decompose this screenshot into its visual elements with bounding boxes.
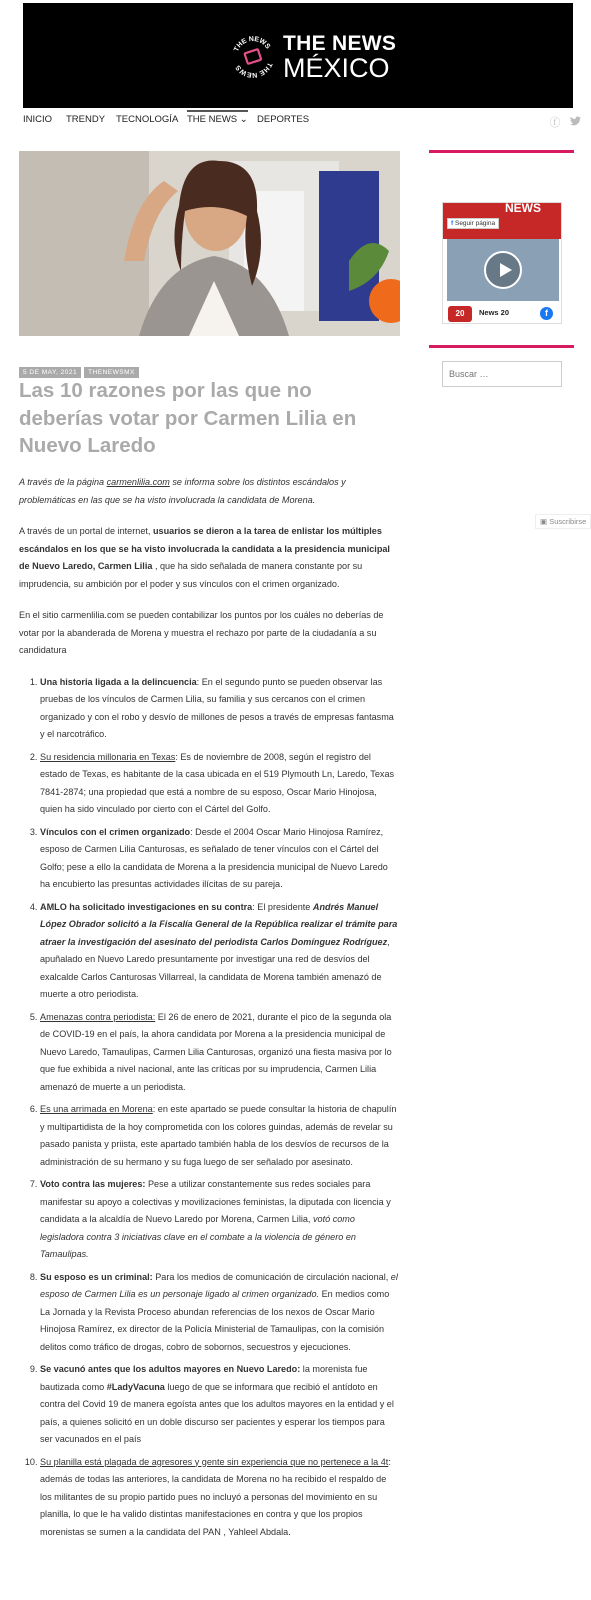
item-text: : Es de noviembre de 2008, según el registro del estado de Texas, es habitante de la casa ubicada en el 519 Plymouth Ln, Laredo, Texas 7841-2874; una propiedad que está a nombre de su esposo, Oscar Mario Hinojosa, quien ha sido vinculado por cierto con el Cártel del Golfo. <box>40 751 395 814</box>
item-text: : en este apartado se puede consultar la historia de chapulín y multipartidista de la hoy comprometida con los colores guindas, además de revelar su pasado panista y priista, este apartado también habla de los desvíos de recursos de la administración de su hermano y su fuga luego de ser señalado por asesinato. <box>40 1104 397 1167</box>
subscribe-label: Suscribirse <box>549 517 587 526</box>
lead-paragraph <box>19 474 399 509</box>
nav-tecnologia[interactable]: TECNOLOGÍA <box>116 114 179 125</box>
play-icon[interactable] <box>484 251 522 289</box>
item-text: Para los medios de comunicación de circulación nacional, <box>152 1271 391 1282</box>
paragraph-text: , que ha sido señalada de manera constante por su imprudencia, su ambición por el poder y sus vínculos con el crimen organizado. <box>19 561 363 589</box>
nav-the-news-label: THE NEWS <box>187 114 238 125</box>
facebook-page-widget[interactable] <box>442 202 562 324</box>
badge-word-top: THE NEWS <box>233 35 272 53</box>
item-text: : El presidente <box>252 901 313 912</box>
site-title[interactable]: THE NEWS <box>283 32 397 55</box>
item-heading-link[interactable]: Amenazas contra periodista: <box>40 1011 156 1022</box>
fb-follow-button[interactable] <box>447 218 499 229</box>
list-item <box>40 1454 399 1542</box>
item-text: : Desde el 2004 Oscar Mario Hinojosa Ramírez, esposo de Carmen Lilia Canturosas, es señalado de tener vínculos con el Cártel del Golfo; pese a ello la candidata de Morena a la presidencia municipal de Nuevo Laredo ha encubierto las presuntas actividades ilícitas de su pareja. <box>40 826 388 889</box>
paragraph-text: A través de un portal de internet, <box>19 526 153 536</box>
fb-small-icon: f <box>451 220 454 227</box>
main-nav <box>23 110 573 136</box>
article-body <box>19 474 399 1546</box>
post-title: Las 10 razones por las que no deberías votar por Carmen Lilia en Nuevo Laredo <box>19 379 357 457</box>
twitter-icon[interactable] <box>569 116 581 128</box>
list-item <box>40 749 399 819</box>
item-text: El 26 de enero de 2021, durante el pico de la segunda ola de COVID-19 en el país, la ahora candidata por Morena a la presidencia municipal de Nuevo Laredo, Tamaulipas, Carmen Lilia Canturosas, organizó una fiesta masiva por lo que fue exhibida a nivel nacional, ante las críticas por su imprudencia, Carmen Lilia amenazó de muerte a un periodista. <box>40 1011 392 1092</box>
search-input[interactable] <box>442 361 562 387</box>
lead-text: A través de la página <box>19 477 107 487</box>
paragraph <box>19 523 399 593</box>
lead-link[interactable]: carmenlilia.com <box>106 477 170 487</box>
item-text: : En el segundo punto se pueden observar las pruebas de los vínculos de Carmen Lilia, su familia y sus cercanos con el crimen organizado y con el robo y desvío de millones de pesos a través de empresas fantasma y el narcotráfico. <box>40 676 394 739</box>
nav-inicio[interactable]: INICIO <box>23 114 53 125</box>
item-heading: AMLO ha solicitado investigaciones en su contra <box>40 901 253 912</box>
post-author[interactable]: THENEWSMX <box>84 367 139 378</box>
lead-text: se informa sobre los distintos escándalos y problemáticas en las que se ha visto involucrada la candidata de Morena. <box>19 477 346 505</box>
nav-trendy[interactable]: TRENDY <box>66 114 106 125</box>
site-subtitle[interactable]: MÉXICO <box>283 53 390 83</box>
item-heading: Voto contra las mujeres: <box>40 1179 146 1189</box>
item-heading: Vínculos con el crimen organizado <box>40 826 191 837</box>
item-heading: Se vacunó antes que los adultos mayores en Nuevo Laredo: <box>40 1364 301 1374</box>
item-heading: Su esposo es un criminal: <box>40 1271 153 1282</box>
item-heading: Una historia ligada a la delincuencia <box>40 676 197 687</box>
item-heading-link[interactable]: Es una arrimada en Morena <box>40 1104 153 1114</box>
item-text: Pese a utilizar constantemente sus redes sociales para manifestar su apoyo a colectivas y movilizaciones feministas, la diputada con licencia y candidata a la alcaldía de Nuevo Laredo por Morena, Carmen Lilia, <box>40 1179 391 1224</box>
item-heading-link[interactable]: Su residencia millonaria en Texas <box>40 751 176 762</box>
facebook-icon[interactable]: f <box>540 307 553 320</box>
post-date[interactable]: 5 DE MAY, 2021 <box>19 367 81 378</box>
nav-the-news[interactable] <box>187 110 248 125</box>
reasons-list <box>19 674 399 1542</box>
list-item <box>40 1269 399 1357</box>
chevron-down-icon: ⌄ <box>239 114 248 125</box>
fb-follow-label: Seguir página <box>454 220 496 227</box>
subscribe-button[interactable] <box>535 514 591 529</box>
item-heading-link[interactable]: Su planilla está plagada de agresores y gente sin experiencia que no pertenece a la 4t <box>40 1456 389 1467</box>
list-item <box>40 1009 399 1097</box>
paragraph: En el sitio carmenlilia.com se pueden contabilizar los puntos por los cuáles no deberías de votar por la abanderada de Morena y muestra el rechazo por parte de la ciudadanía a su candidatura <box>19 610 384 655</box>
item-emphasis: el esposo de Carmen Lilia es un personaje ligado al crimen organizado. <box>40 1271 398 1299</box>
item-text: : además de todas las anteriores, la candidata de Morena no ha recibido el respaldo de los militantes de su propio partido pues no incluyó a personas del movimiento en su planilla, lo que le ha valido distintas manifestaciones en contra y que los propios morenistas se sumen a la candidata del PAN , Yahleel Abdala. <box>40 1456 391 1537</box>
fb-page-name[interactable]: News 20 <box>479 308 510 317</box>
woman-speaking-illustration <box>19 151 400 336</box>
list-item <box>40 1361 399 1449</box>
site-header <box>23 3 573 108</box>
fb-avatar[interactable]: 20 <box>448 306 472 322</box>
item-text: la morenista fue bautizada como <box>40 1364 368 1392</box>
list-item <box>40 1176 399 1264</box>
fb-video[interactable] <box>447 239 559 301</box>
list-item <box>40 899 399 1004</box>
item-text: En medios como La Jornada y la Revista Proceso abundan referencias de los nexos de Oscar Mario Hinojosa Ramírez, ex director de la Policía Ministerial de Tamaulipas, con la comisión delitos como tráfico de drogas, cobro de sobornos, secuestros y ejecuciones. <box>40 1289 390 1352</box>
sidebar-divider <box>429 150 574 153</box>
hashtag: #LadyVacuna <box>106 1381 165 1392</box>
item-text: luego de que se informara que recibió el antídoto en contra del Covid 19 de manera egoísta antes que los adultos mayores en la entidad y el país, a quienes solicitó en un doble discurso ser pacientes y esperar los tiempos para ser vacunados en el país <box>40 1381 394 1444</box>
list-item <box>40 824 399 894</box>
badge-word-bottom: THE NEWS <box>234 61 273 79</box>
item-emphasis: votó como legisladora contra 3 iniciativas clave en el combate a la violencia de género en Tamaulipas. <box>40 1214 356 1259</box>
list-item <box>40 1101 399 1171</box>
fb-banner-text: NEWS <box>505 202 541 215</box>
featured-image[interactable] <box>19 151 400 336</box>
social-links <box>545 113 581 131</box>
facebook-icon[interactable]: ⓕ <box>549 117 561 129</box>
item-text: , apuñalado en Nuevo Laredo presuntamente por investigar una red de desvíos del exalcalde Carlos Canturosas Villarreal, la candidata de Morena también amenazó de muerte a otro periodista. <box>40 936 390 999</box>
nav-deportes[interactable]: DEPORTES <box>257 114 310 125</box>
logo-badge-icon[interactable] <box>229 33 277 81</box>
list-item <box>40 674 399 744</box>
svg-text:THE NEWS <box>235 61 273 78</box>
sidebar-divider <box>429 345 574 348</box>
paragraph-bold: usuarios se dieron a la tarea de enlistar los múltiples escándalos en los que se ha visto involucrada la candidata a la presidencia municipal de Nuevo Laredo, Carmen Lilia <box>19 526 390 571</box>
item-emphasis: Andrés Manuel López Obrador solicitó a la Fiscalía General de la República realizar el trámite para atraer la investigación del asesinato del periodista Carlos Domínguez Rodríguez <box>40 901 398 947</box>
subscribe-icon: ▣ <box>540 517 548 526</box>
